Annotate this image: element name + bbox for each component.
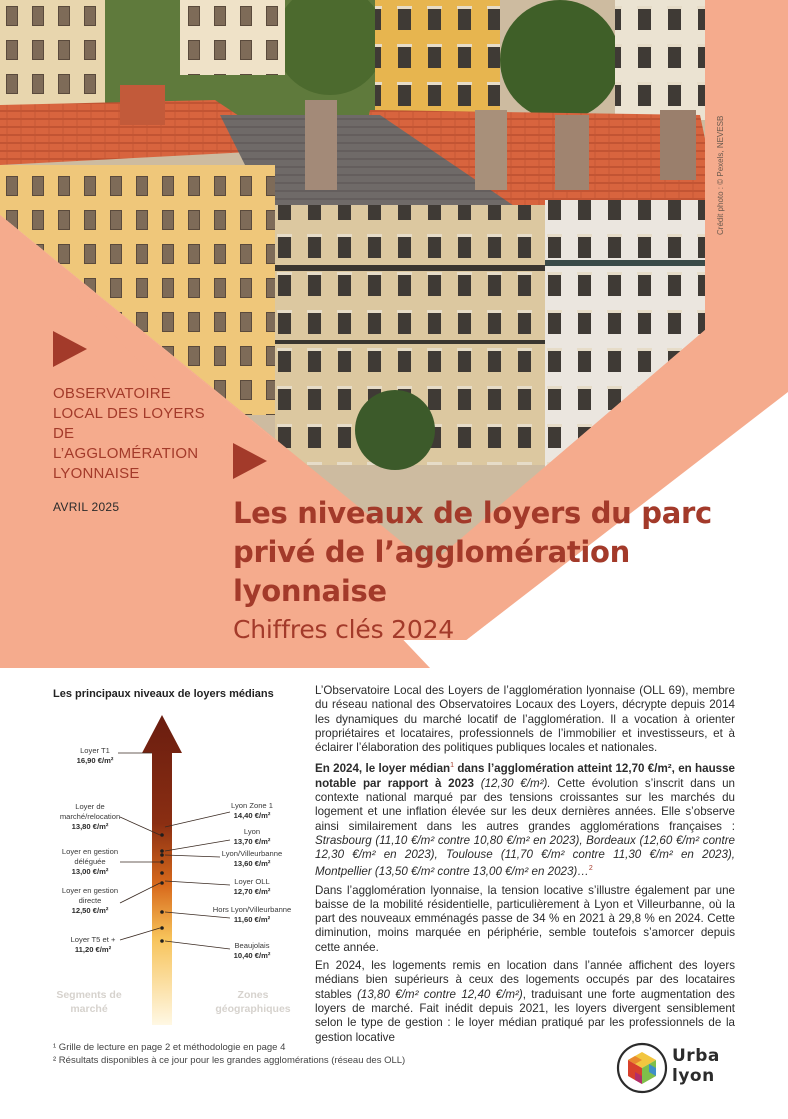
label-value: 13,70 €/m²: [233, 837, 271, 846]
data-point: [160, 871, 164, 875]
chart-label-right: [220, 941, 284, 961]
urbalyon-logo: [614, 1040, 744, 1096]
data-point: [160, 833, 164, 837]
segments-label: Segments de marché: [56, 989, 122, 1015]
label-text: Beaujolais: [234, 941, 270, 950]
label-value: 12,50 €/m²: [71, 906, 109, 915]
zones-label: Zones géographiques: [215, 989, 291, 1015]
median-text: Cette évolution s’inscrit dans un contexte national marqué par des tensions croissantes sur les marchés du logement et une inflation élevée sur les deux dernières années. Elle s’observe ainsi similairement dans les autres grandes agglomérations françaises :: [315, 776, 735, 833]
data-point: [160, 910, 164, 914]
chart-label-left: [60, 746, 130, 766]
data-point: [160, 860, 164, 864]
paragraph-mobility: Dans l’agglomération lyonnaise, la tension locative s’illustre également par une baisse de la mobilité résidentielle, particulièrement à Lyon et Villeurbanne, où la part des nouveaux emménagés passe de 34 % en 2021 à 29,8 % en 2024. Cette diminution, moins marquée en périphérie, semble toutefois s’amorcer depuis cette année.: [315, 883, 735, 954]
relocation-text-a: En 2024, les logements remis en location dans l’année affichent des loyers médians bien supérieurs à ceux des logements occupés par des locataires stables: [315, 959, 735, 1001]
chart-label-right: [212, 905, 292, 925]
page-title: Les niveaux de loyers du parc privé de l’agglomération lyonnaise: [233, 496, 712, 608]
relocation-italic: (13,80 €/m² contre 12,40 €/m²): [357, 987, 523, 1001]
label-value: 13,60 €/m²: [233, 859, 271, 868]
logo-text: [672, 1046, 720, 1086]
median-italic: (12,30 €/m²).: [473, 776, 551, 790]
publication-date: AVRIL 2025: [53, 500, 120, 514]
label-value: 12,70 €/m²: [233, 887, 271, 896]
leader-line: [165, 855, 220, 857]
label-text: Loyer en gestion directe: [61, 886, 119, 905]
data-point: [160, 849, 164, 853]
chart-label-right: [220, 827, 284, 847]
label-value: 13,00 €/m²: [71, 867, 109, 876]
data-point: [160, 881, 164, 885]
data-point: [160, 926, 164, 930]
median-bold-b: dans l’agglomération atteint 12,70 €/m², en hausse notable par rapport à 2023: [315, 762, 736, 790]
photo-credit-text: Crédit photo : © Pexels, NEVESB: [716, 115, 725, 235]
relocation-text-b: , traduisant une forte augmentation des loyers de marché. Fait inédit depuis 2021, les loyers divergent sensiblement selon le type de gestion : le loyer médian pratiqué par les professionnels de la gestion locative: [315, 987, 735, 1044]
chart-label-right: [220, 801, 284, 821]
label-value: 11,20 €/m²: [74, 945, 112, 954]
label-value: 13,80 €/m²: [71, 822, 109, 831]
label-text: Lyon/Villeurbanne: [221, 849, 283, 858]
body-text: [315, 684, 735, 1049]
footnotes: [53, 1041, 405, 1067]
label-text: Loyer T5 et +: [70, 935, 116, 944]
logo-line-2: lyon: [672, 1066, 715, 1086]
footnote-2: ² Résultats disponibles à ce jour pour les grandes agglomérations (réseau des OLL): [53, 1055, 406, 1066]
triangle-marker-icon: [53, 331, 87, 367]
chart-label-left: [54, 886, 126, 916]
gradient-arrow-shape: [142, 715, 182, 1025]
footnote-1: ¹ Grille de lecture en page 2 et méthodologie en page 4: [53, 1042, 286, 1053]
chart-label-left: [54, 802, 126, 832]
chart-label-right: [220, 877, 284, 897]
chart-label-left: [60, 935, 126, 955]
chart-label-right: [216, 849, 288, 869]
photo-credit: [716, 115, 726, 245]
data-point: [160, 853, 164, 857]
label-value: 14,40 €/m²: [233, 811, 271, 820]
organization-name: OBSERVATOIRE LOCAL DES LOYERS DE L’AGGLOMÉRATION LYONNAISE: [53, 385, 205, 482]
label-text: Loyer en gestion déléguée: [61, 847, 119, 866]
paragraph-intro: L’Observatoire Local des Loyers de l’agglomération lyonnaise (OLL 69), membre du réseau national des Observatoires Locaux des Loyers, décrypte depuis 2014 les dynamiques du marché locatif de l’agglomération. Il a vocation à orienter propriétaires et locataires, professionnels de l’immobilier et investisseurs, et à éclairer l’élaboration des politiques publiques locales et nationales.: [315, 684, 735, 755]
data-point: [160, 939, 164, 943]
label-text: Hors Lyon/Villeurbanne: [212, 905, 292, 914]
footnote-ref: 2: [588, 865, 593, 873]
label-value: 11,60 €/m²: [233, 915, 271, 924]
page-subtitle: Chiffres clés 2024: [233, 615, 454, 644]
label-text: Lyon Zone 1: [231, 801, 273, 810]
cube-logo-icon: [614, 1040, 670, 1096]
paragraph-relocation: [315, 959, 735, 1045]
median-cities: Strasbourg (11,10 €/m² contre 10,80 €/m² en 2023), Bordeaux (12,60 €/m² contre 12,30 €/m² en 2023), Toulouse (11,70 €/m² contre 11,30 €/m² en 2023), Montpellier (13,50 €/m² contre 13,00 €/m² en 2023)…: [315, 833, 735, 879]
paragraph-median: [315, 759, 735, 879]
median-bold-a: En 2024, le loyer médian: [315, 762, 451, 776]
rent-levels-chart: [40, 705, 310, 1035]
label-text: Loyer OLL: [234, 877, 270, 886]
label-value: 10,40 €/m²: [233, 951, 271, 960]
label-text: Loyer T1: [80, 746, 110, 755]
label-text: Loyer de marché/relocation: [59, 802, 121, 821]
chart-title: Les principaux niveaux de loyers médians: [53, 688, 274, 700]
label-text: Lyon: [243, 827, 261, 836]
footnote-ref: 1: [450, 762, 455, 770]
chart-label-left: [54, 847, 126, 877]
logo-line-1: Urba: [672, 1046, 720, 1066]
triangle-marker-icon: [233, 443, 267, 479]
label-value: 16,90 €/m²: [76, 756, 114, 765]
